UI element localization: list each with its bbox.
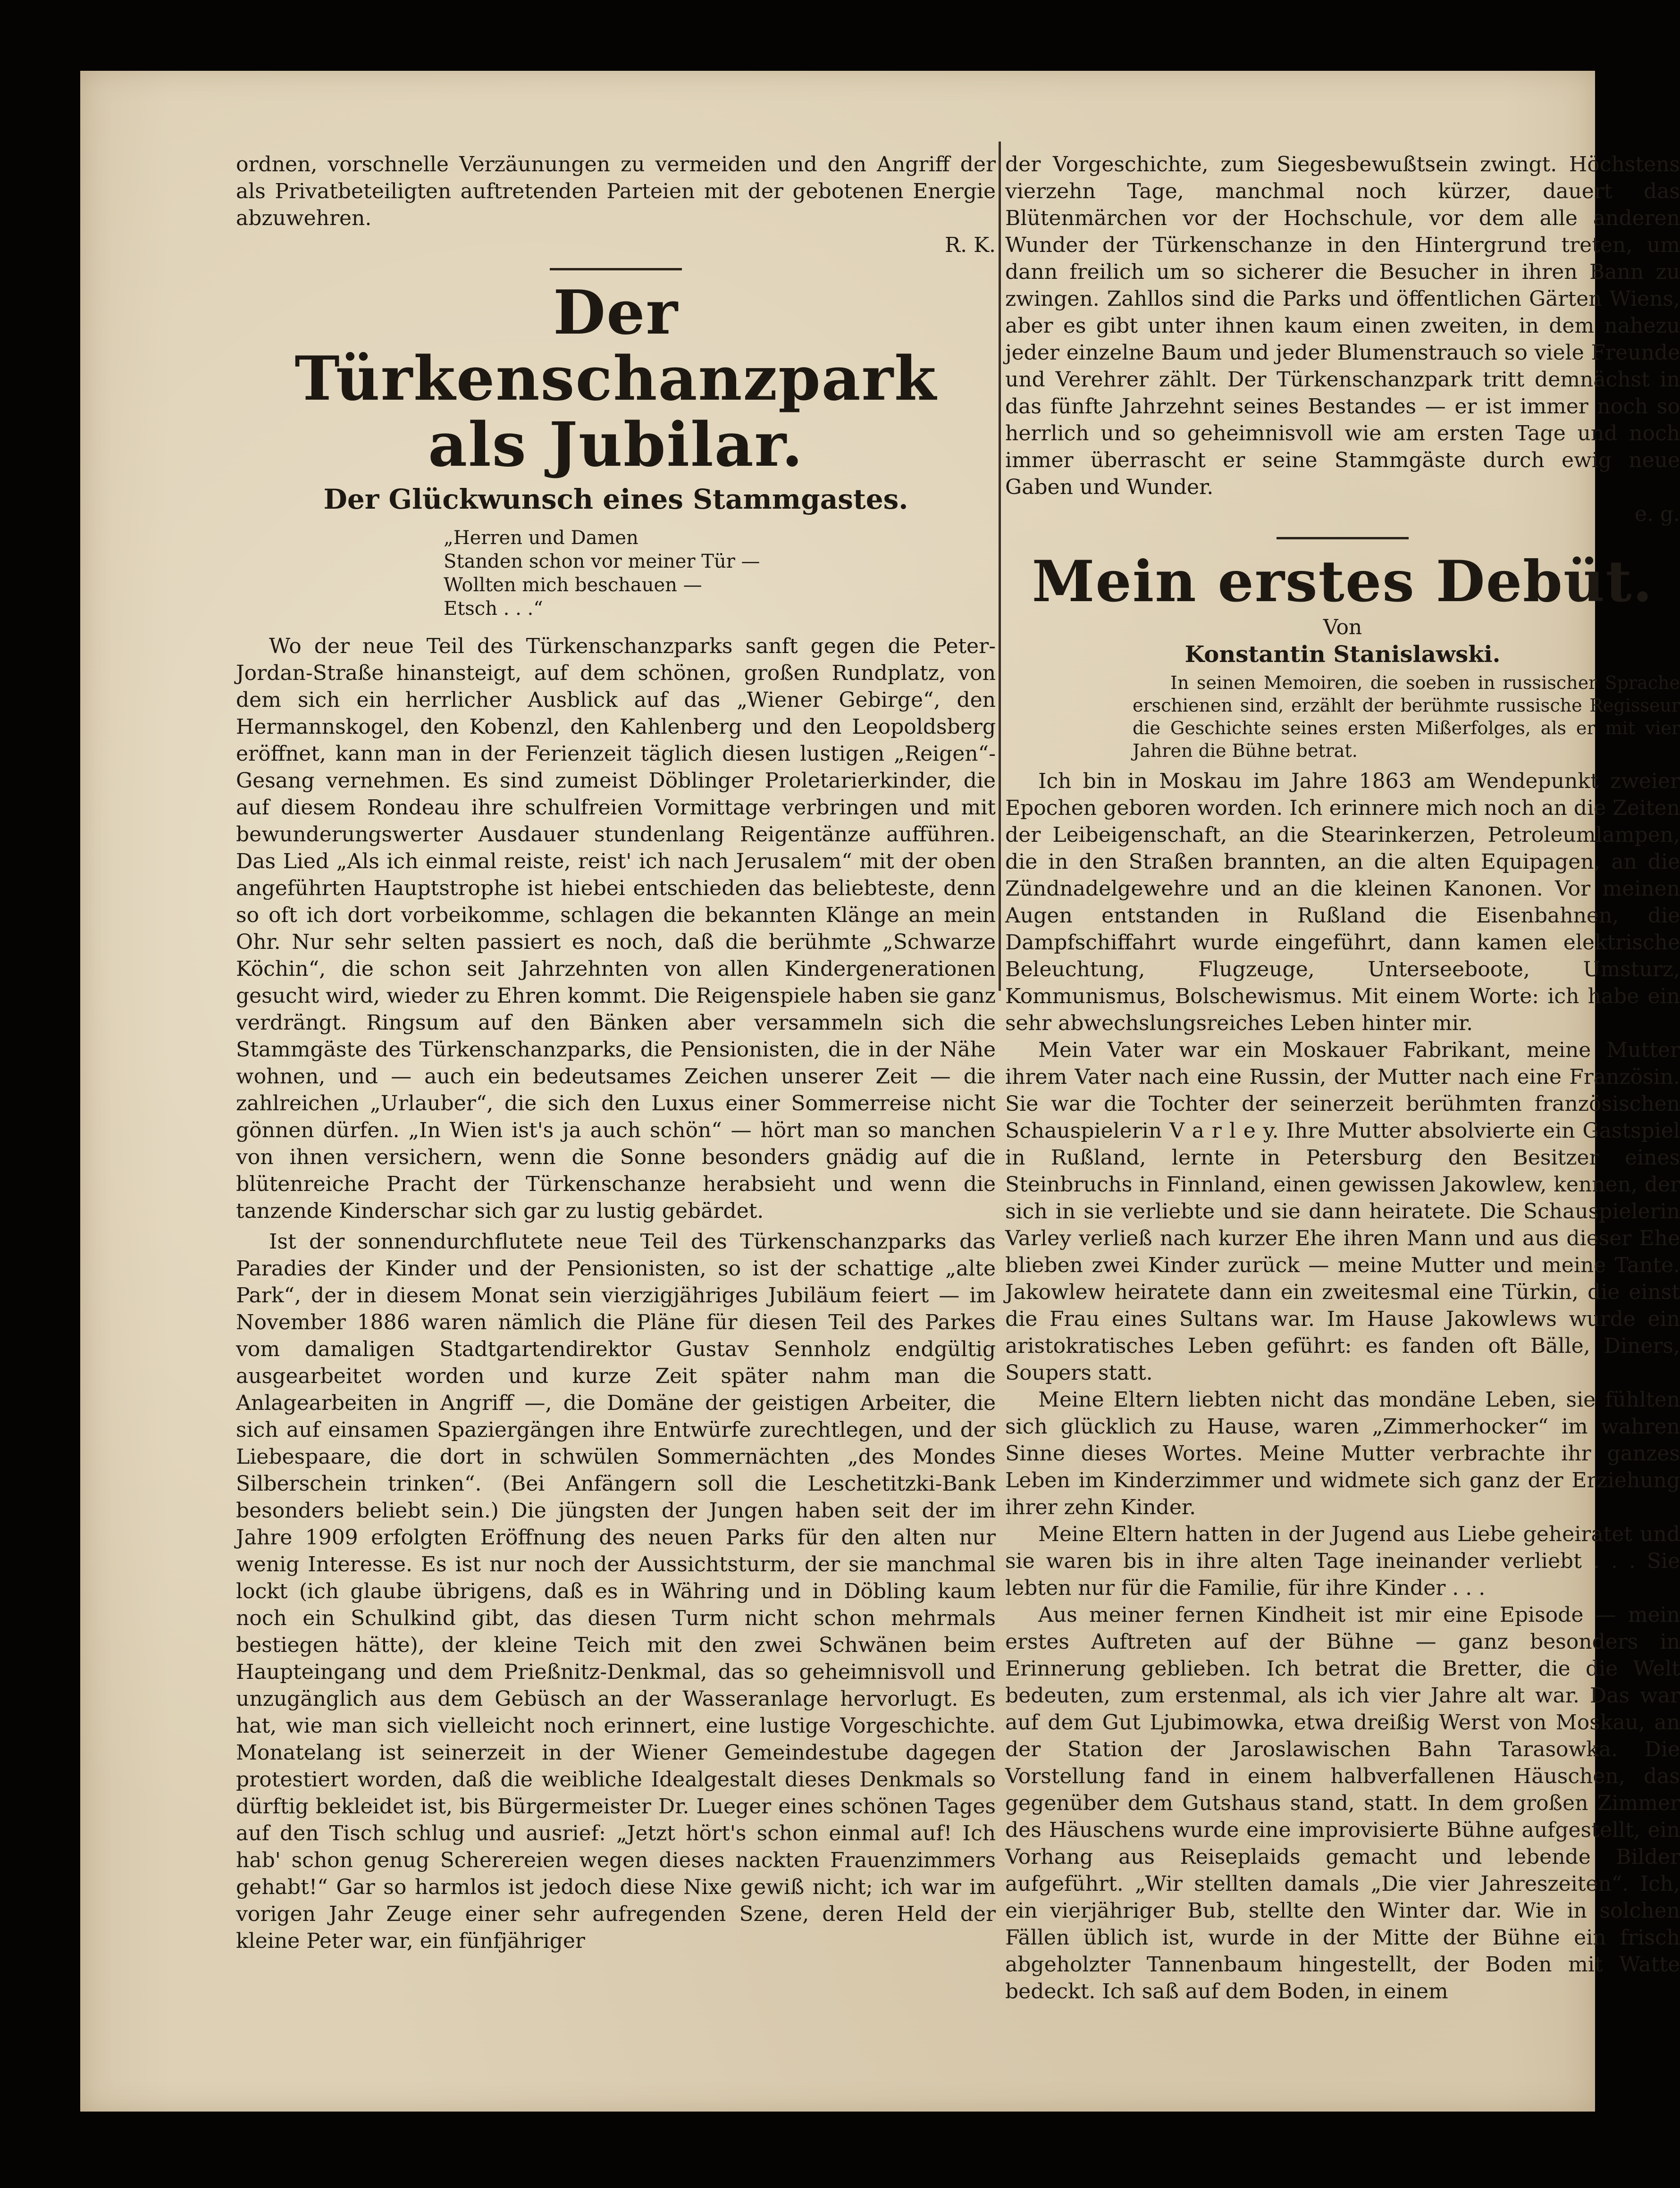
paragraph: Mein Vater war ein Moskauer Fabrikant, meine Mutter ihrem Vater nach eine Russin, der Mutter nach eine Französin. Sie war die Tochter der seinerzeit berühmten französischen Schauspielerin V a r l e y. Ihre Mutter absolvierte ein Gastspiel in Rußland, lernte in Petersburg den Besitzer eines Steinbruchs in Finnland, einen gewissen Jakowlew, kennen, der sich in sie verliebte und sie dann heiratete. Die Schauspielerin Varley verließ nach kurzer Ehe ihren Mann und aus dieser Ehe blieben zwei Kinder zurück — meine Mutter und meine Tante. Jakowlew heiratete dann ein zweitesmal eine Türkin, die einst die Frau eines Sultans war. Im Hause Jakowlews wurde ein aristokratisches Leben geführt: es fanden oft Bälle, Diners, Soupers statt.: [1005, 1038, 1680, 1385]
author-name: Konstantin Stanislawski.: [1184, 641, 1501, 668]
paragraph: Ist der sonnendurchflutete neue Teil des Türkenschanzparks das Paradies der Kinder und der Pensionisten, so ist der schattige „alte Park“, der in diesem Monat sein vierzigjähriges Jubiläum feiert — im November 1886 waren nämlich die Pläne für diesen Teil des Parkes vom damaligen Stadtgartendirektor Gustav Sennholz endgültig ausgearbeitet worden und kurze Zeit später nahm man die Anlagearbeiten in Angriff —, die Domäne der geistigen Arbeiter, die sich auf einsamen Spaziergängen ihre Entwürfe zurechtlegen, und der Liebespaare, die dort in schwülen Sommernächten „des Mondes Silberschein trinken“. (Bei Anfängern soll die Leschetitzki-Bank besonders beliebt sein.) Die jüngsten der Jungen haben seit der im Jahre 1909 erfolgten Eröffnung des neuen Parks für den alten nur wenig Interesse. Es ist nur noch der Aussichtsturm, der sie manchmal lockt (ich glaube übrigens, daß es in Währing und in Döbling kaum noch ein Schulkind gibt, das diesen Turm nicht schon mehrmals bestiegen hätte), der kleine Teich mit den zwei Schwänen beim Haupteingang und dem Prießnitz-Denkmal, das so geheimnisvoll und unzugänglich aus dem Gebüsch an der Wasseranlage hervorlugt. Es hat, wie man sich vielleicht noch erinnert, eine lustige Vorgeschichte. Monatelang ist seinerzeit in der Wiener Gemeindestube dagegen protestiert worden, daß die weibliche Idealgestalt dieses Denkmals so dürftig bekleidet ist, bis Bürgermeister Dr. Lueger eines schönen Tages auf den Tisch schlug und ausrief: „Jetzt hört's schon einmal auf! Ich hab' schon genug Scherereien wegen dieses nackten Frauenzimmers gehabt!“ Gar so harmlos ist jedoch diese Nixe gewiß nicht; ich war im vorigen Jahr Zeuge einer sehr aufregenden Szene, deren Held der kleine Peter war, ein fünfjähriger: [236, 1230, 996, 1953]
separator-rule: [1277, 537, 1409, 539]
paragraph: Aus meiner fernen Kindheit ist mir eine Episode — mein erstes Auftreten auf der Bühne — ganz besonders in Erinnerung geblieben. Ich betrat die Bretter, die die Welt bedeuten, zum erstenmal, als ich vier Jahre alt war. Das war auf dem Gut Ljubimowka, etwa dreißig Werst von Moskau, an der Station der Jaroslawischen Bahn Tarasowka. Die Vorstellung fand in einem halbverfallenen Häuschen, das gegenüber dem Gutshaus stand, statt. In dem großen Zimmer des Häuschens wurde eine improvisierte Bühne aufgestellt, ein Vorhang aus Reiseplaids gemacht und lebende Bilder aufgeführt. „Wir stellten damals „Die vier Jahreszeiten“. Ich, ein vierjähriger Bub, stellte den Winter dar. Wie in solchen Fällen üblich ist, wurde in der Mitte der Bühne ein frisch abgeholzter Tannenbaum hingestellt, der Boden mit Watte bedeckt. Ich saß auf dem Boden, in einem: [1005, 1603, 1680, 2004]
paragraph: Wo der neue Teil des Türkenschanzparks sanft gegen die Peter-Jordan-Straße hinansteigt, auf dem schönen, großen Rundplatz, von dem sich ein herrlicher Ausblick auf das „Wiener Gebirge“, den Hermannskogel, den Kobenzl, den Kahlenberg und den Leopoldsberg eröffnet, kann man in der Ferienzeit täglich diesen lustigen „Reigen“-Gesang vernehmen. Es sind zumeist Döblinger Proletarierkinder, die auf diesem Rondeau ihre schulfreien Vormittage verbringen und mit bewunderungswerter Ausdauer stundenlang Reigentänze aufführen. Das Lied „Als ich einmal reiste, reist' ich nach Jerusalem“ mit der oben angeführten Hauptstrophe ist hiebei entschieden das beliebteste, denn so oft ich dort vorbeikomme, schlagen die bekannten Klänge an mein Ohr. Nur sehr selten passiert es noch, daß die berühmte „Schwarze Köchin“, die schon seit Jahrzehnten von allen Kindergenerationen gesucht wird, wieder zu Ehren kommt. Die Reigenspiele haben sie ganz verdrängt. Ringsum auf den Bänken aber versammeln sich die Stammgäste des Türkenschanzparks, die Pensionisten, die in der Nähe wohnen, und — auch ein bedeutsames Zeichen unserer Zeit — die zahlreichen „Urlauber“, die sich den Luxus einer Sommerreise nicht gönnen dürfen. „In Wien ist's ja auch schön“ — hört man so manchen von ihnen versichern, wenn die Sonne besonders gnädig auf die blütenreiche Pracht der Türkenschanze herabsieht und wenn die tanzende Kinderschar sich gar zu lustig gebärdet.: [236, 634, 996, 1223]
left-column: [236, 151, 996, 1954]
left-top-text: ordnen, vorschnelle Verzäunungen zu vermeiden und den Angriff der als Privatbeteiligten auftretenden Parteien mit der gebotenen Energie abzuwehren. R. K.: [236, 151, 996, 259]
newspaper-clipping: [80, 71, 1680, 2112]
paragraph: Ich bin in Moskau im Jahre 1863 am Wendepunkt zweier Epochen geboren worden. Ich erinnere mich noch an die Zeiten der Leibeigenschaft, an die Stearinkerzen, Petroleumlampen, die in den Straßen brannten, an die alten Equipagen, an die Zündnadelgewehre und an die kleinen Kanonen. Vor meinen Augen entstanden in Rußland die Eisenbahnen, die Dampfschiffahrt wurde eingeführt, dann kamen elektrische Beleuchtung, Flugzeuge, Unterseeboote, Umsturz, Kommunismus, Bolschewismus. Mit einem Worte: ich habe ein sehr abwechslungsreiches Leben hinter mir.: [1005, 769, 1680, 1035]
verse-line: Wollten mich beschauen —: [444, 574, 702, 596]
right-signature: e. g.: [1634, 502, 1680, 526]
verse-line: „Herren und Damen: [444, 527, 638, 549]
verse-epigraph: [444, 526, 996, 620]
verse-line: Standen schon vor meiner Tür —: [444, 551, 760, 572]
verse-line: Etsch . . .“: [444, 598, 543, 620]
column-divider: [999, 142, 1001, 991]
paragraph: der Vorgeschichte, zum Siegesbewußtsein zwingt. Höchstens vierzehn Tage, manchmal noch kürzer, dauert das Blütenmärchen vor der Hochschule, vor dem alle anderen Wunder der Türkenschanze in den Hintergrund treten, um dann freilich um so sicherer die Besucher in ihren Bann zu zwingen. Zahllos sind die Parks und öffentlichen Gärten Wiens, aber es gibt unter ihnen kaum einen zweiten, in dem nahezu jeder einzelne Baum und jeder Blumenstrauch so viele Freunde und Verehrer zählt. Der Türkenschanzpark tritt demnächst in das fünfte Jahrzehnt seines Bestandes — er ist immer noch so herrlich und so geheimnisvoll wie am ersten Tage und noch immer überrascht er seine Stammgäste durch ewig neue Gaben und Wunder. e. g.: [1005, 151, 1680, 528]
byline: Von: [1323, 615, 1362, 639]
paragraph: Meine Eltern liebten nicht das mondäne Leben, sie fühlten sich glücklich zu Hause, waren „Zimmerhocker“ im wahren Sinne dieses Wortes. Meine Mutter verbrachte ihr ganzes Leben im Kinderzimmer und widmete sich ganz der Erziehung ihrer zehn Kinder.: [1005, 1388, 1680, 1519]
article-headline-turkenschanzpark: Der Türkenschanzpark als Jubilar.: [294, 277, 937, 480]
right-column: [1005, 151, 1680, 2005]
article-headline-debut: Mein erstes Debüt.: [1032, 548, 1654, 615]
left-top-signature: R. K.: [945, 233, 996, 257]
paragraph: Meine Eltern hatten in der Jugend aus Liebe geheiratet und sie waren bis in ihre alten Tage ineinander verliebt . . . Sie lebten nur für die Familie, für ihre Kinder . . .: [1005, 1522, 1680, 1600]
article-subheadline: Der Glückwunsch eines Stammgastes.: [323, 483, 908, 515]
separator-rule: [550, 268, 682, 270]
article-intro: In seinen Memoiren, die soeben in russischer Sprache erschienen sind, erzählt der berühmte russische Regisseur die Geschichte seines ersten Mißerfolges, als er mit vier Jahren die Bühne betrat.: [1133, 672, 1680, 761]
